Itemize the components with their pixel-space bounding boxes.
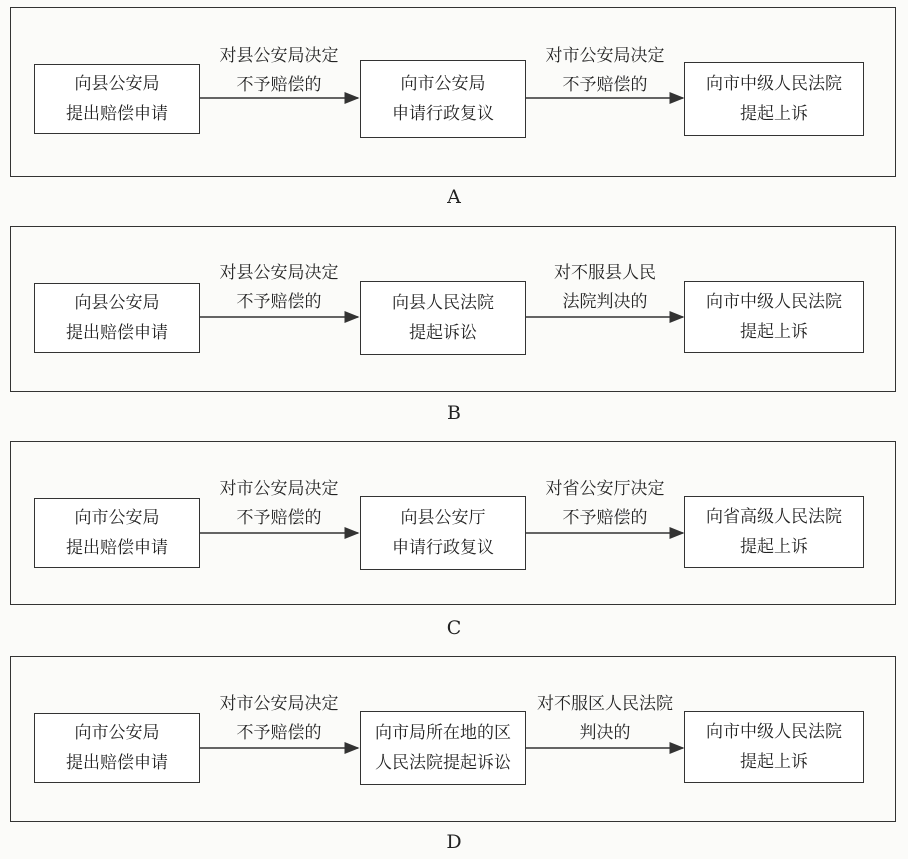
option-b-cond1-line1: 对县公安局决定 [219, 263, 339, 283]
option-b-step3-line1: 向市中级人民法院 [706, 292, 842, 312]
option-a-label: A [447, 186, 461, 208]
option-a-step2-line1: 向市公安局 [400, 74, 486, 94]
option-c-step2-line2: 申请行政复议 [392, 538, 494, 558]
option-d-cond2-line1: 对不服区人民法院 [537, 694, 673, 714]
option-b-step3-line2: 提起上诉 [740, 322, 808, 342]
option-a-step3-line1: 向市中级人民法院 [706, 74, 842, 94]
option-a-step2-line2: 申请行政复议 [392, 104, 494, 124]
option-d-step3-line2: 提起上诉 [740, 752, 808, 772]
option-d-cond1 [198, 690, 360, 748]
option-c-step1-line2: 提出赔偿申请 [66, 538, 168, 558]
option-b-cond1-line2: 不予赔偿的 [236, 292, 322, 312]
option-c-step3-line2: 提起上诉 [740, 537, 808, 557]
option-c-step3-box [684, 496, 864, 568]
option-d-step2-line2: 人民法院提起诉讼 [375, 753, 511, 773]
option-b-step1-box [34, 283, 200, 353]
option-b-step1-line2: 提出赔偿申请 [66, 323, 168, 343]
option-c-label: C [446, 617, 462, 639]
option-c-cond1-line2: 不予赔偿的 [236, 508, 322, 528]
option-a-cond2-line2: 不予赔偿的 [562, 75, 648, 95]
option-b-cond2 [524, 259, 686, 317]
option-b-cond2-line2: 法院判决的 [562, 292, 648, 312]
option-b-cond2-line1: 对不服县人民 [554, 263, 656, 283]
option-d-cond1-line1: 对市公安局决定 [219, 694, 339, 714]
option-d-step2-box [360, 711, 526, 785]
option-d-cond2 [524, 690, 686, 748]
option-a-step1-line1: 向县公安局 [74, 74, 160, 94]
option-a-step1-line2: 提出赔偿申请 [66, 104, 168, 124]
option-c-cond2-line2: 不予赔偿的 [562, 508, 648, 528]
option-c-step2-line1: 向县公安厅 [400, 508, 486, 528]
option-a-step3-line2: 提起上诉 [740, 104, 808, 124]
option-c-cond2 [524, 475, 686, 533]
option-d-cond2-line2: 判决的 [579, 723, 631, 743]
option-d-step2-line1: 向市局所在地的区 [375, 723, 511, 743]
option-b-step2-line2: 提起诉讼 [409, 323, 477, 343]
option-d-label: D [446, 831, 462, 853]
option-d-step3-line1: 向市中级人民法院 [706, 722, 842, 742]
option-c-step2-box [360, 496, 526, 570]
option-d-step1-box [34, 713, 200, 783]
option-c-cond1 [198, 475, 360, 533]
option-b-label: B [447, 402, 461, 424]
option-d-step1-line2: 提出赔偿申请 [66, 753, 168, 773]
option-a-step2-box [360, 60, 526, 138]
option-d-step3-box [684, 711, 864, 783]
option-a-cond2 [524, 42, 686, 100]
option-a-cond1 [198, 42, 360, 100]
option-a-cond1-line1: 对县公安局决定 [219, 46, 339, 66]
option-b-step3-box [684, 281, 864, 353]
option-a-step1-box [34, 64, 200, 134]
option-b-step2-box [360, 281, 526, 355]
option-a-step3-box [684, 62, 864, 136]
option-d-cond1-line2: 不予赔偿的 [236, 723, 322, 743]
option-b-step2-line1: 向县人民法院 [392, 293, 494, 313]
option-b-step1-line1: 向县公安局 [74, 293, 160, 313]
option-c-step1-line1: 向市公安局 [74, 508, 160, 528]
option-c-step3-line1: 向省高级人民法院 [706, 507, 842, 527]
option-a-cond1-line2: 不予赔偿的 [236, 75, 322, 95]
option-a-cond2-line1: 对市公安局决定 [545, 46, 665, 66]
option-c-step1-box [34, 498, 200, 568]
option-b-cond1 [198, 259, 360, 317]
option-c-cond2-line1: 对省公安厅决定 [545, 479, 665, 499]
option-d-step1-line1: 向市公安局 [74, 723, 160, 743]
option-c-cond1-line1: 对市公安局决定 [219, 479, 339, 499]
